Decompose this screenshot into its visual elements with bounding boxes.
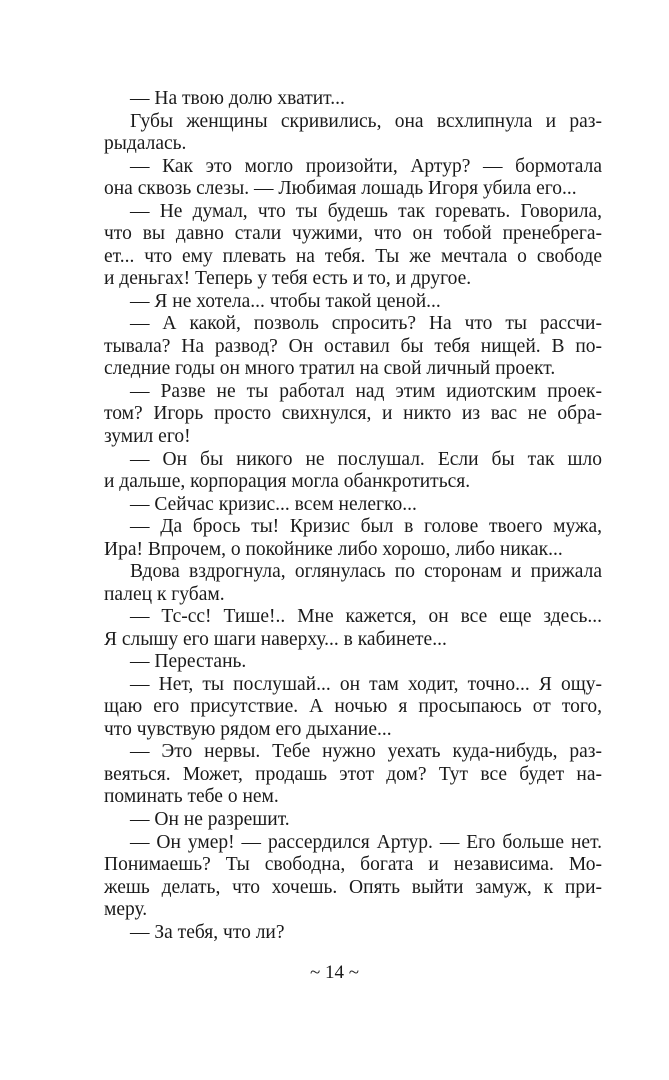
text-line: следние годы он много тратил на свой личный проект. (104, 358, 556, 380)
text-line: — Он умер! — рассердился Артур. — Его больше нет. (130, 831, 602, 853)
text-line: зумил его! (104, 425, 191, 447)
text-line: — На твою долю хватит... (130, 88, 345, 109)
text-line: рыдалась. (104, 133, 187, 155)
text-line: что чувствую рядом его дыхание... (104, 718, 392, 740)
text-line: — За тебя, что ли? (130, 921, 285, 943)
book-page-text (104, 88, 602, 944)
text-line: — Нет, ты послушай... он там ходит, точно... Я ощу- (130, 673, 602, 695)
text-line: щаю его присутствие. А ночью я просыпаюсь от того, (104, 696, 602, 718)
text-line: — Перестань. (130, 651, 247, 673)
text-line: Я слышу его шаги наверху... в кабинете... (104, 628, 447, 650)
text-line: она сквозь слезы. — Любимая лошадь Игоря убила его... (104, 178, 577, 200)
text-line: что вы давно стали чужими, что он тобой пренебрега- (104, 223, 602, 245)
text-line: — Да брось ты! Кризис был в голове твоего мужа, (130, 516, 602, 538)
text-line: меру. (104, 899, 148, 921)
text-line: — Я не хотела... чтобы такой ценой... (130, 290, 441, 312)
text-line: веяться. Может, продашь этот дом? Тут все будет на- (104, 763, 602, 785)
text-line: — Тс-сс! Тише!.. Мне кажется, он все еще здесь... (130, 606, 602, 628)
text-line: — А какой, позволь спросить? На что ты рассчи- (130, 313, 602, 335)
text-line: — Он не разрешит. (130, 809, 290, 830)
text-line: Губы женщины скривились, она всхлипнула и раз- (130, 110, 602, 132)
text-line: тывала? На развод? Он оставил бы тебя нищей. В по- (104, 335, 602, 357)
text-line: жешь делать, что хочешь. Опять выйти замуж, к при- (104, 876, 602, 898)
text-line: Вдова вздрогнула, оглянулась по сторонам и прижала (130, 561, 602, 583)
text-line: поминать тебе о нем. (104, 786, 279, 808)
text-line: Ира! Впрочем, о покойнике либо хорошо, либо никак... (104, 538, 563, 560)
text-line: — Сейчас кризис... всем нелегко... (130, 493, 417, 515)
text-line: Понимаешь? Ты свободна, богата и независима. Мо- (104, 854, 602, 876)
text-line: — Не думал, что ты будешь так горевать. Говорила, (130, 200, 602, 222)
text-line: — Это нервы. Тебе нужно уехать куда-нибудь, раз- (130, 741, 602, 763)
text-line: ет... что ему плевать на тебя. Ты же мечтала о свободе (104, 245, 602, 267)
text-line: — Он бы никого не послушал. Если бы так шло (130, 448, 602, 470)
text-line: палец к губам. (104, 583, 225, 605)
text-line: и деньгах! Теперь у тебя есть и то, и другое. (104, 268, 472, 290)
text-line: — Как это могло произойти, Артур? — бормотала (130, 155, 602, 177)
text-line: том? Игорь просто свихнулся, и никто из вас не обра- (104, 403, 602, 425)
page-number: ~ 14 ~ (309, 962, 360, 983)
text-line: — Разве не ты работал над этим идиотским проек- (130, 380, 602, 402)
text-line: и дальше, корпорация могла обанкротиться. (104, 471, 471, 493)
